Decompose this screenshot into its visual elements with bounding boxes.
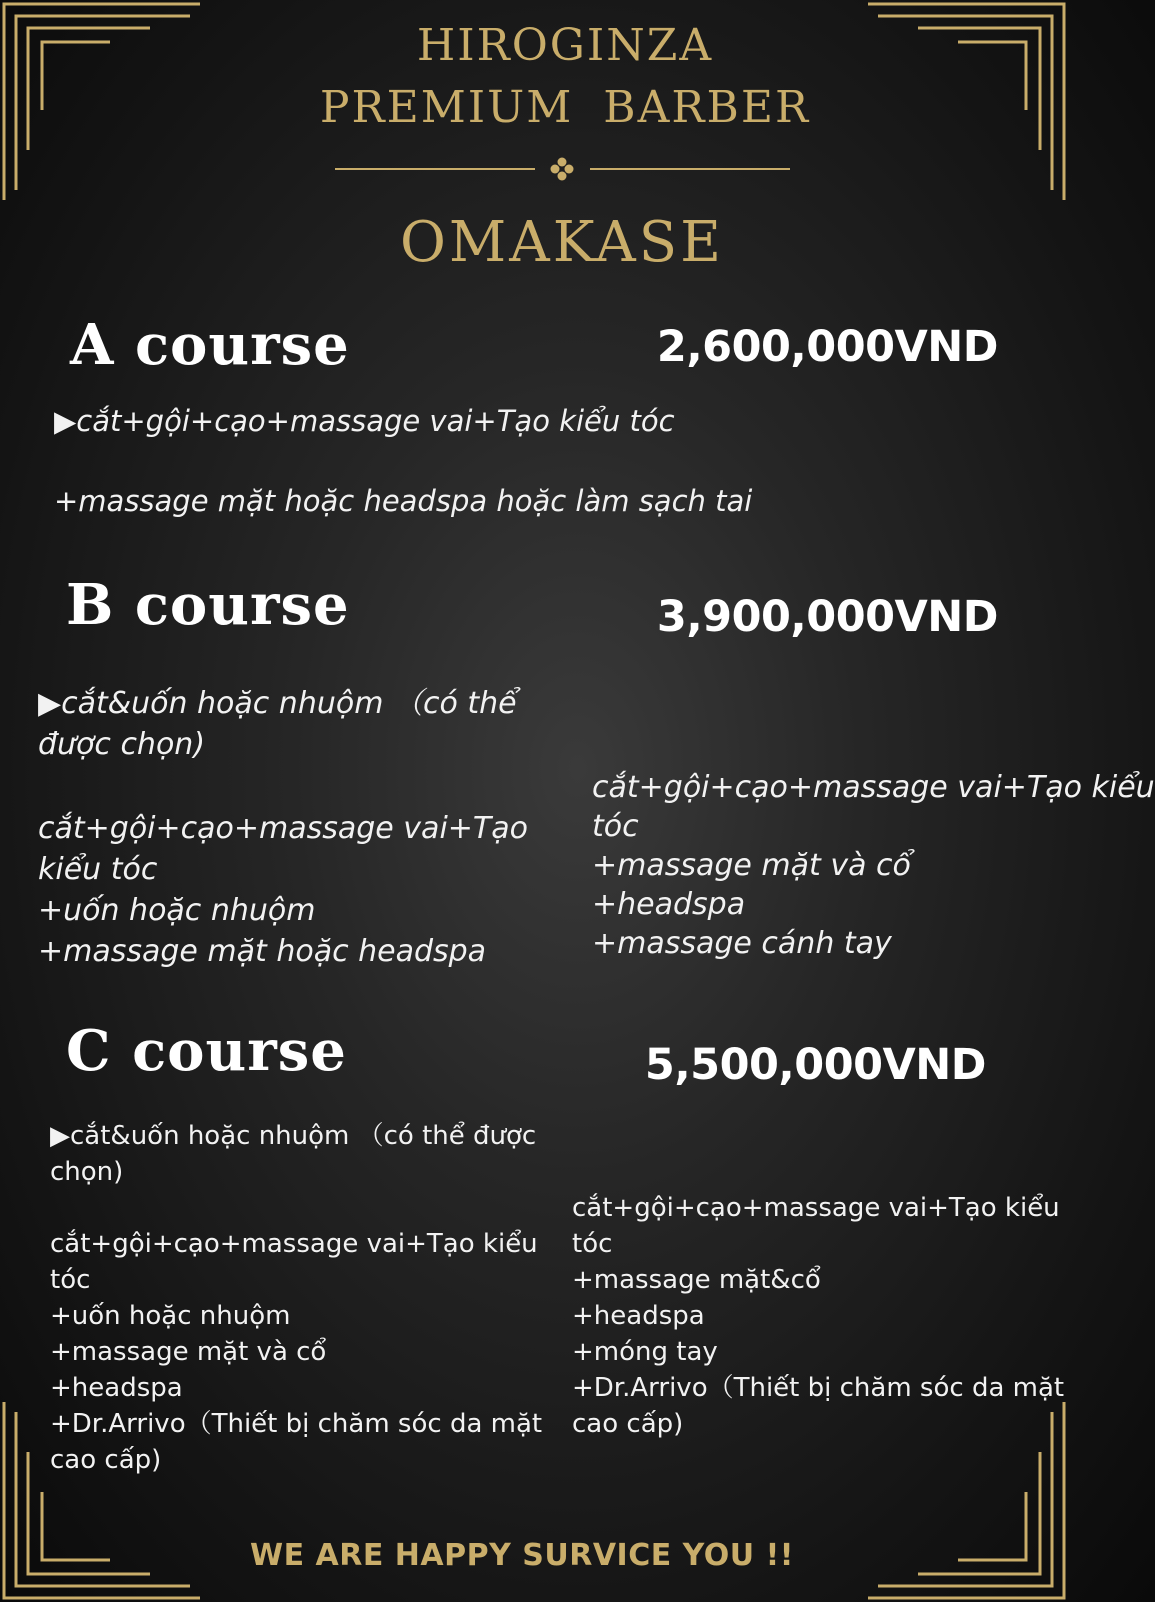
menu-title: OMAKASE (400, 210, 724, 275)
course-c-price: 5,500,000VND (644, 1040, 986, 1090)
list-item: +headspa (572, 1301, 705, 1331)
list-item: +headspa (50, 1373, 183, 1403)
course-c-intro-line: chọn) (50, 1157, 124, 1187)
course-a-price: 2,600,000VND (656, 322, 998, 372)
course-a-description-extra: +massage mặt hoặc headspa hoặc làm sạch tai (54, 484, 753, 518)
list-item: tóc (592, 809, 639, 844)
course-c-option-left (50, 1226, 542, 1478)
course-c-title: C course (66, 1018, 347, 1084)
list-item: +headspa (592, 887, 746, 922)
list-item: cao cấp) (572, 1409, 684, 1439)
course-b-option-left (38, 808, 528, 972)
footer-tagline: WE ARE HAPPY SURVICE YOU !! (250, 1538, 794, 1573)
course-b-title: B course (66, 572, 350, 638)
list-item: +massage cánh tay (592, 926, 892, 961)
course-c-intro (50, 1118, 536, 1190)
list-item: +massage mặt và cổ (50, 1337, 327, 1367)
list-item: +massage mặt&cổ (572, 1265, 821, 1295)
course-c-option-right (572, 1190, 1064, 1442)
course-c-option-right-clip (572, 1190, 1068, 1450)
course-a-title: A course (70, 312, 350, 378)
list-item: +Dr.Arrivo（Thiết bị chăm sóc da mặt (572, 1373, 1065, 1403)
course-b-intro-line: ▶cắt&uốn hoặc nhuộm （có thể (38, 686, 517, 721)
course-b-intro (38, 683, 517, 765)
list-item: tóc (572, 1229, 613, 1259)
brand-name: HIROGINZA (416, 20, 714, 71)
list-item: +móng tay (572, 1337, 718, 1367)
list-item: cắt+gội+cạo+massage vai+Tạo kiểu (50, 1229, 538, 1259)
list-item: cắt+gội+cạo+massage vai+Tạo kiểu (592, 770, 1155, 805)
course-c-intro-line: ▶cắt&uốn hoặc nhuộm （có thể được (50, 1121, 537, 1151)
course-b-intro-line: được chọn) (38, 727, 206, 762)
list-item: cắt+gội+cạo+massage vai+Tạo kiểu (572, 1193, 1060, 1223)
course-b-price: 3,900,000VND (656, 592, 998, 642)
list-item: cao cấp) (50, 1445, 162, 1475)
course-b-option-right (592, 768, 1155, 963)
list-item: cắt+gội+cạo+massage vai+Tạo (38, 811, 528, 846)
list-item: +massage mặt hoặc headspa (38, 934, 487, 969)
list-item: tóc (50, 1265, 91, 1295)
list-item: +uốn hoặc nhuộm (38, 893, 316, 928)
brand-subtitle: PREMIUM BARBER (319, 82, 811, 133)
list-item: +massage mặt và cổ (592, 848, 911, 883)
course-b-option-right-clip (592, 768, 1155, 968)
list-item: kiểu tóc (38, 852, 158, 887)
fleuron-divider-icon (335, 156, 790, 182)
course-a-description: ▶cắt+gội+cạo+massage vai+Tạo kiểu tóc (54, 404, 675, 438)
list-item: +Dr.Arrivo（Thiết bị chăm sóc da mặt (50, 1409, 543, 1439)
list-item: +uốn hoặc nhuộm (50, 1301, 291, 1331)
